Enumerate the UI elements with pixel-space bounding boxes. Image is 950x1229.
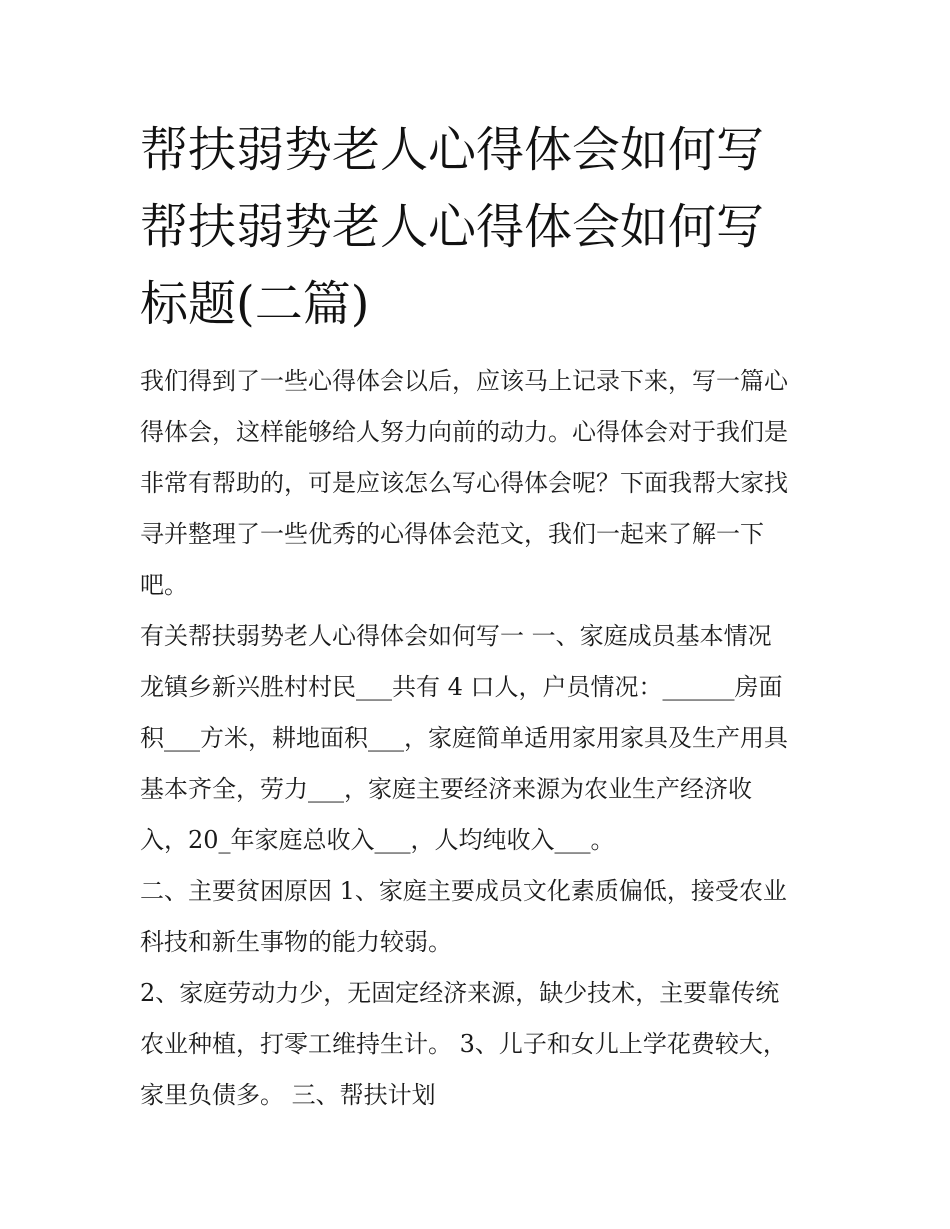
document-title bbox=[140, 112, 840, 343]
body-line-9: 基本齐全，劳力___，家庭主要经济来源为农业生产经济收 bbox=[140, 775, 752, 803]
body-line-8: 积___方米，耕地面积___，家庭简单适用家用家具及生产用具 bbox=[140, 724, 788, 752]
body-line-12: 科技和新生事物的能力较弱。 bbox=[140, 928, 452, 956]
title-line-2: 帮扶弱势老人心得体会如何写 bbox=[140, 199, 765, 255]
body-line-3: 非常有帮助的，可是应该怎么写心得体会呢？下面我帮大家找 bbox=[140, 469, 788, 497]
body-line-13: 2、家庭劳动力少，无固定经济来源，缺少技术，主要靠传统 bbox=[140, 979, 780, 1007]
body-line-7: 龙镇乡新兴胜村村民___共有 4 口人，户员情况：______房面 bbox=[140, 673, 783, 701]
body-line-11: 二、主要贫困原因 1、家庭主要成员文化素质偏低，接受农业 bbox=[140, 877, 787, 905]
body-line-4: 寻并整理了一些优秀的心得体会范文，我们一起来了解一下 bbox=[140, 520, 764, 548]
document-body bbox=[140, 356, 830, 1121]
body-line-6: 有关帮扶弱势老人心得体会如何写一 一、家庭成员基本情况 bbox=[140, 622, 772, 650]
body-line-15: 家里负债多。 三、帮扶计划 bbox=[140, 1081, 436, 1109]
body-line-5: 吧。 bbox=[140, 571, 188, 599]
title-line-3: 标题(二篇) bbox=[140, 276, 370, 332]
body-line-10: 入，20_年家庭总收入___，人均纯收入___。 bbox=[140, 826, 615, 854]
body-line-1: 我们得到了一些心得体会以后，应该马上记录下来，写一篇心 bbox=[140, 367, 788, 395]
body-line-14: 农业种植，打零工维持生计。 3、儿子和女儿上学花费较大， bbox=[140, 1030, 787, 1058]
body-line-2: 得体会，这样能够给人努力向前的动力。心得体会对于我们是 bbox=[140, 418, 788, 446]
title-line-1: 帮扶弱势老人心得体会如何写 bbox=[140, 122, 765, 178]
